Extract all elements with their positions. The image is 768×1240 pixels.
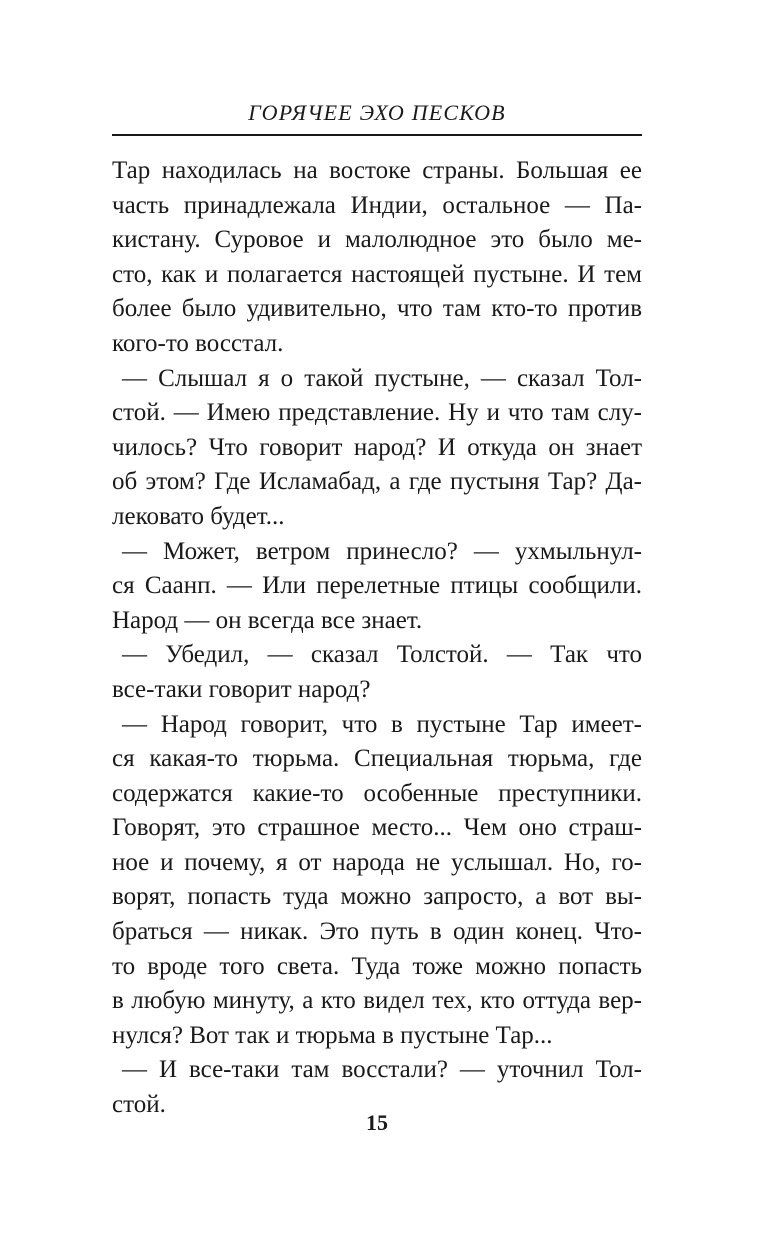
text-line: ворят, попасть туда можно запросто, а вот вы- [112,883,642,911]
paragraph [112,708,642,1054]
text-line: в любую минуту, а кто видел тех, кто оттуда вер- [112,987,642,1015]
text-line: об этом? Где Исламабад, а где пустыня Тар? Да- [112,468,642,496]
text-line: кистану. Суровое и малолюдное это было ме- [112,226,642,254]
text-line: сто, как и полагается настоящей пустыне. И тем [112,260,642,288]
text-line: — Народ говорит, что в пустыне Тар имеет- [122,710,642,738]
paragraph [112,535,642,639]
page-number: 15 [366,1110,388,1135]
text-line: — Слышал я о такой пустыне, — сказал Тол- [122,364,642,392]
text-line: Народ — он всегда все знает. [112,606,423,634]
text-line: ся какая-то тюрьма. Специальная тюрьма, где [112,745,642,773]
text-line: все-таки говорит народ? [112,675,371,703]
text-line: — Убедил, — сказал Толстой. — Так что [122,641,642,669]
paragraph [112,362,642,535]
text-line: чилось? Что говорит народ? И откуда он знает [112,433,642,461]
text-line: кого-то восстал. [112,329,284,357]
text-line: стой. — Имею представление. Ну и что там слу- [112,399,642,427]
text-line: — Может, ветром принесло? — ухмыльнул- [122,537,642,565]
text-line: ное и почему, я от народа не услышал. Но, го- [112,848,642,876]
text-line: браться — никак. Это путь в один конец. Что- [112,918,642,946]
paragraph [112,154,642,362]
text-line: лековато будет... [112,502,285,530]
text-body [112,154,642,1123]
text-line: Говорят, это страшное место... Чем оно страш- [112,814,642,842]
header-rule [112,134,642,136]
text-line: часть принадлежала Индии, остальное — Па- [112,191,642,219]
text-line: то вроде того света. Туда тоже можно попасть [112,952,642,980]
text-line: нулся? Вот так и тюрьма в пустыне Тар... [112,1021,553,1049]
text-line: — И все-таки там восстали? — уточнил Тол- [122,1056,642,1084]
text-line: Тар находилась на востоке страны. Большая ее [112,157,642,184]
text-line: содержатся какие-то особенные преступники. [112,779,642,807]
paragraph [112,638,642,707]
running-head: ГОРЯЧЕЕ ЭХО ПЕСКОВ [248,100,506,125]
text-line: ся Саанп. — Или перелетные птицы сообщили. [112,572,642,600]
text-line: стой. [112,1091,166,1119]
text-line: более было удивительно, что там кто-то против [112,295,642,323]
